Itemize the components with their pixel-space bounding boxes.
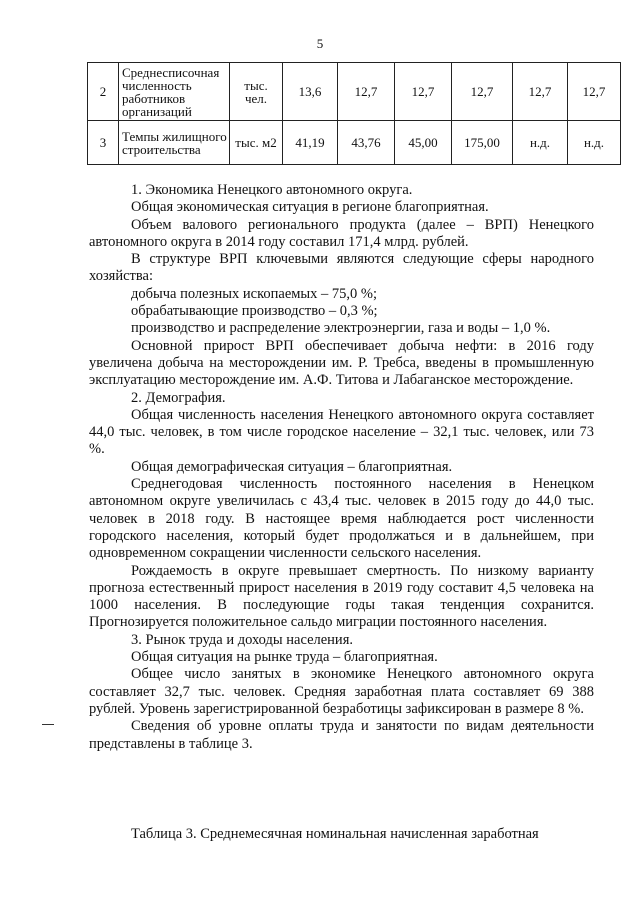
row-number: 3 (88, 121, 119, 165)
section-heading-economy: 1. Экономика Ненецкого автономного округа. (131, 182, 413, 198)
document-body (89, 182, 594, 753)
value-cell: 12,7 (452, 63, 513, 121)
value-cell: н.д. (513, 121, 568, 165)
value-cell: 45,00 (395, 121, 452, 165)
population-paragraph: Общая численность населения Ненецкого автономного округа составляет 44,0 тыс. человек, в том числе городское население – 32,1 тыс. человек, или 73 %. (89, 406, 594, 458)
section-heading-labor: 3. Рынок труда и доходы населения. (131, 631, 353, 648)
employment-paragraph: Общее число занятых в экономике Ненецкого автономного округа составляет 32,7 тыс. человек. Средняя заработная плата составляет 69 388 рублей. Уровень зарегистрированной безработицы зафиксирован в размере 8 %. (89, 666, 594, 717)
indicator-name: Среднесписочная численность работников организаций (119, 63, 230, 121)
value-cell: 13,6 (283, 63, 338, 121)
table-reference-paragraph: Сведения об уровне оплаты труда и занятости по видам деятельности представлены в таблице 3. (89, 718, 594, 752)
value-cell: 12,7 (338, 63, 395, 121)
row-number: 2 (88, 63, 119, 121)
section-heading-demography: 2. Демография. (131, 389, 226, 406)
grp-growth-paragraph: Основной прирост ВРП обеспечивает добыча нефти: в 2016 году увеличена добыча на месторождении им. Р. Требса, введены в промышленную эксплуатацию месторождение им. А.Ф. Титова и Лабаганское месторождение. (89, 337, 594, 389)
indicators-table (87, 62, 621, 165)
value-cell: 12,7 (513, 63, 568, 121)
birth-rate-paragraph: Рождаемость в округе превышает смертность. По низкому варианту прогноза естественный прирост населения в 2019 году составит 4,5 человека на 1000 населения. В последующие годы такая тенденция сохранится. Прогнозируется положительное сальдо миграции постоянного населения. (89, 562, 594, 631)
page-number: 5 (316, 36, 324, 51)
list-item: производство и распределение электроэнергии, газа и воды – 1,0 %. (131, 320, 551, 337)
population-trend-paragraph: Среднегодовая численность постоянного населения в Ненецком автономном округе увеличилась с 43,4 тыс. человек в 2015 году до 44,0 тыс. человек в 2018 году. В настоящее время наблюдается рост численности городского населения, который будет продолжаться и в дальнейшем, при одновременном сокращении численности сельского населения. (89, 476, 594, 562)
value-cell: 12,7 (395, 63, 452, 121)
value-cell: 43,76 (338, 121, 395, 165)
value-cell: 12,7 (568, 63, 621, 121)
table-row (88, 63, 621, 121)
value-cell: н.д. (568, 121, 621, 165)
economy-situation: Общая экономическая ситуация в регионе благоприятная. (131, 199, 489, 216)
grp-structure-intro: В структуре ВРП ключевыми являются следующие сферы народного хозяйства: (89, 251, 594, 285)
table-row (88, 121, 621, 165)
demography-situation: Общая демографическая ситуация – благоприятная. (131, 458, 453, 475)
list-item: обрабатывающие производство – 0,3 %; (131, 303, 378, 320)
margin-mark (42, 724, 54, 725)
labor-situation: Общая ситуация на рынке труда – благоприятная. (131, 649, 438, 666)
grp-paragraph: Объем валового регионального продукта (далее – ВРП) Ненецкого автономного округа в 2014 году составил 171,4 млрд. рублей. (89, 216, 594, 250)
value-cell: 175,00 (452, 121, 513, 165)
indicator-name: Темпы жилищного строительства (119, 121, 230, 165)
unit-cell: тыс. чел. (230, 63, 283, 121)
unit-cell: тыс. м2 (230, 121, 283, 165)
value-cell: 41,19 (283, 121, 338, 165)
table-caption: Таблица 3. Среднемесячная номинальная начисленная заработная (131, 826, 539, 842)
list-item: добыча полезных ископаемых – 75,0 %; (131, 285, 378, 302)
